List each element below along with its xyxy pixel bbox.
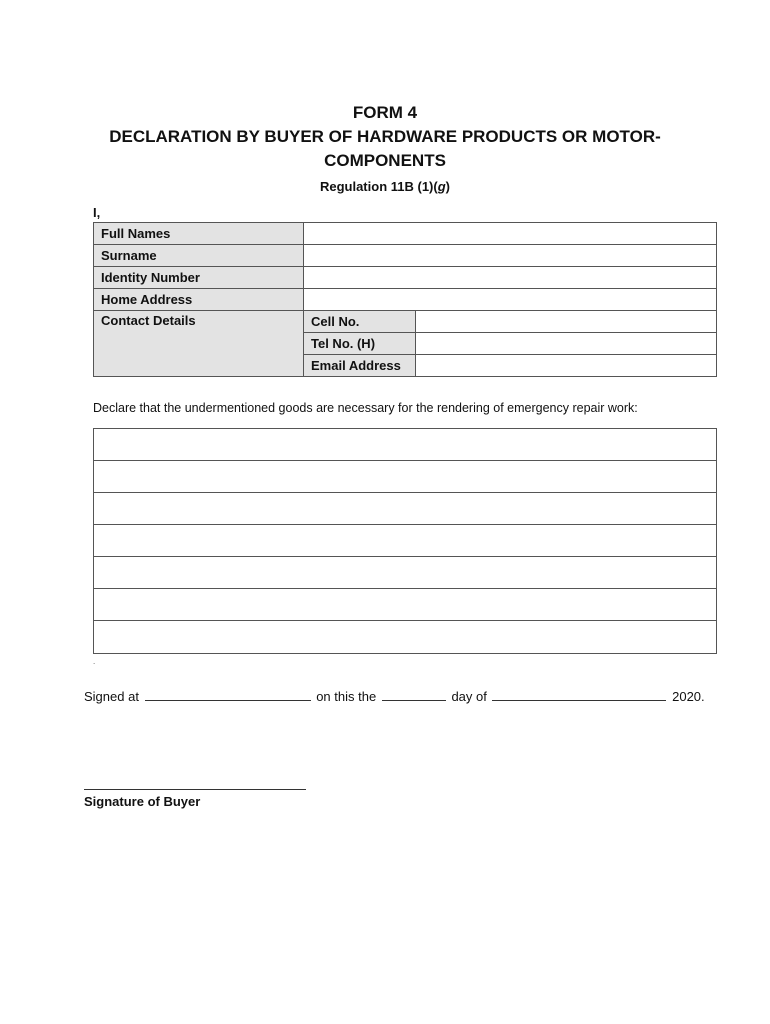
tel-no-field[interactable] (416, 333, 717, 355)
day-of-label: day of (451, 689, 487, 704)
signature-line[interactable] (84, 789, 306, 790)
home-address-label: Home Address (94, 289, 304, 311)
tel-no-label: Tel No. (H) (304, 333, 416, 355)
cell-no-label: Cell No. (304, 311, 416, 333)
goods-row[interactable] (94, 525, 716, 557)
form-number: FORM 4 (352, 103, 418, 122)
declaration-text: Declare that the undermentioned goods are necessary for the rendering of emergency repair work: (93, 401, 638, 415)
regulation-suffix: ) (445, 179, 451, 194)
full-names-label: Full Names (94, 223, 304, 245)
goods-row[interactable] (94, 557, 716, 589)
intro-label: I, (93, 205, 101, 220)
goods-row[interactable] (94, 429, 716, 461)
identity-number-label: Identity Number (94, 267, 304, 289)
year-label: 2020. (672, 689, 705, 704)
signature-label: Signature of Buyer (84, 794, 201, 809)
separator-dot: . (93, 657, 96, 666)
cell-no-field[interactable] (416, 311, 717, 333)
identity-number-field[interactable] (304, 267, 717, 289)
goods-row[interactable] (94, 621, 716, 653)
contact-details-label: Contact Details (94, 311, 304, 377)
form-title: DECLARATION BY BUYER OF HARDWARE PRODUCTS OR MOTOR-COMPONENTS (109, 127, 661, 170)
regulation-italic: g (437, 179, 446, 194)
buyer-details-table (93, 222, 717, 377)
regulation-reference (0, 179, 770, 194)
goods-row[interactable] (94, 493, 716, 525)
goods-row[interactable] (94, 589, 716, 621)
surname-field[interactable] (304, 245, 717, 267)
day-blank[interactable] (382, 688, 446, 701)
on-this-the-label: on this the (316, 689, 377, 704)
month-blank[interactable] (492, 688, 666, 701)
full-names-field[interactable] (304, 223, 717, 245)
signed-line (84, 688, 705, 704)
email-address-label: Email Address (304, 355, 416, 377)
signed-at-label: Signed at (84, 689, 139, 704)
surname-label: Surname (94, 245, 304, 267)
form-header (0, 101, 770, 194)
place-blank[interactable] (145, 688, 311, 701)
email-address-field[interactable] (416, 355, 717, 377)
home-address-field[interactable] (304, 289, 717, 311)
goods-list-table (93, 428, 717, 654)
goods-row[interactable] (94, 461, 716, 493)
regulation-prefix: Regulation 11B (1)( (319, 179, 438, 194)
